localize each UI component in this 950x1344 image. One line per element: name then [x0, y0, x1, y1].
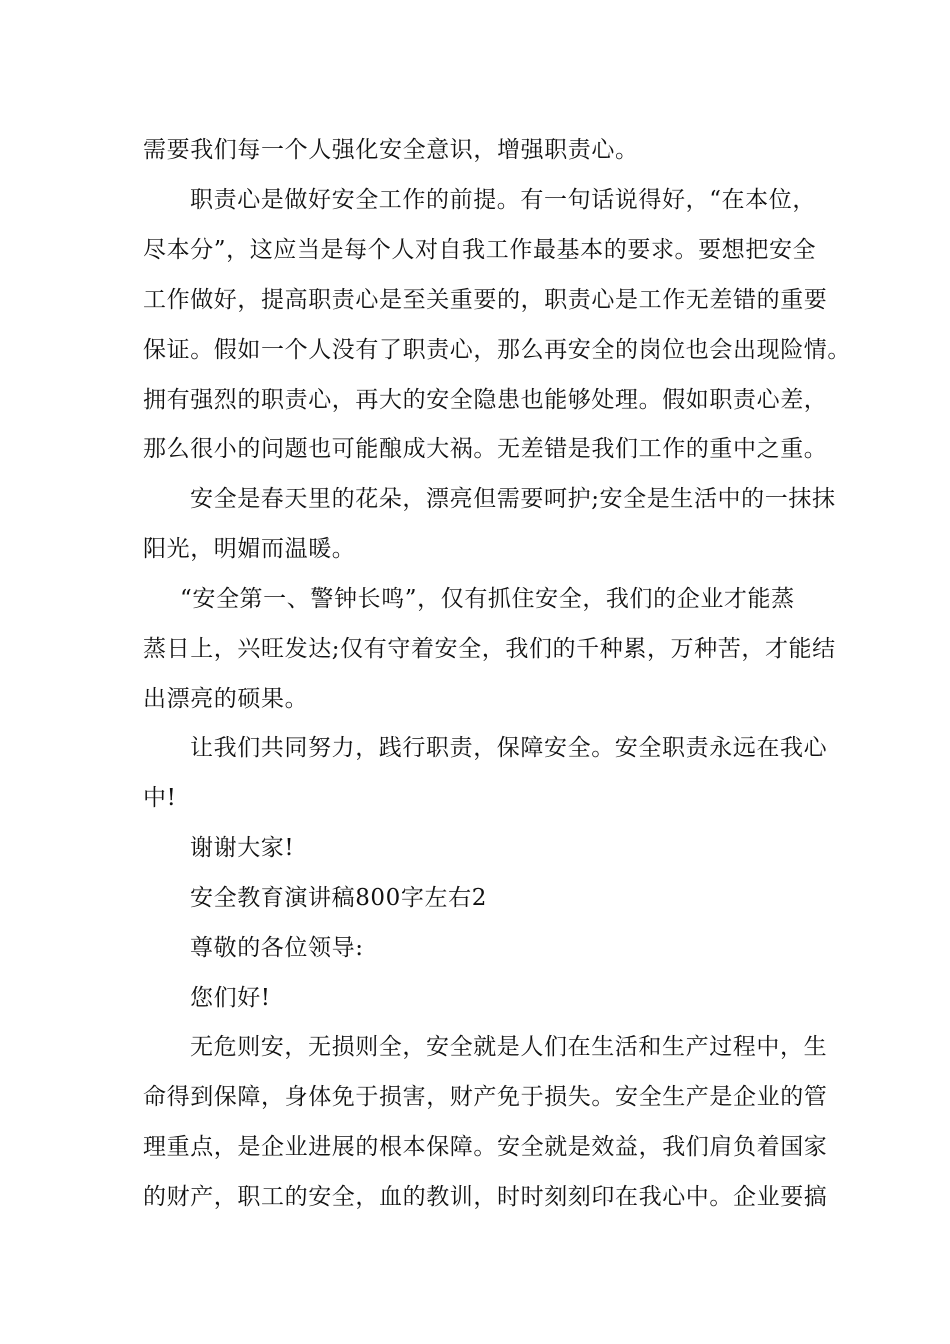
greeting: 您们好!: [190, 985, 271, 1011]
text-line: “安全第一、警钟长鸣”，仅有抓住安全，我们的企业才能蒸: [180, 586, 795, 612]
text-line: 谢谢大家!: [190, 835, 295, 861]
text-line: 工作做好，提高职责心是至关重要的，职责心是工作无差错的重要: [143, 287, 828, 313]
text-line: 无危则安，无损则全，安全就是人们在生活和生产过程中，生: [190, 1034, 828, 1060]
text-line: 蒸日上，兴旺发达;仅有守着安全，我们的千种累，万种苦，才能结: [143, 636, 836, 662]
text-line: 让我们共同努力，践行职责，保障安全。安全职责永远在我心: [190, 735, 828, 761]
salutation: 尊敬的各位领导:: [190, 935, 364, 961]
text-line: 中!: [143, 785, 177, 811]
text-line: 理重点，是企业进展的根本保障。安全就是效益，我们肩负着国家: [143, 1134, 828, 1160]
text-line: 职责心是做好安全工作的前提。有一句话说得好，“在本位，: [190, 187, 816, 213]
text-line: 的财产，职工的安全，血的教训，时时刻刻印在我心中。企业要搞: [143, 1184, 828, 1210]
text-line: 出漂亮的硕果。: [143, 686, 309, 712]
text-line: 保证。假如一个人没有了职责心，那么再安全的岗位也会出现险情。: [143, 337, 851, 363]
text-line: 阳光，明媚而温暖。: [143, 536, 356, 562]
text-line: 命得到保障，身体免于损害，财产免于损失。安全生产是企业的管: [143, 1084, 828, 1110]
text-line: 安全是春天里的花朵，漂亮但需要呵护;安全是生活中的一抹抹: [190, 486, 836, 512]
text-line: 尽本分”，这应当是每个人对自我工作最基本的要求。要想把安全: [143, 237, 817, 263]
section-heading: 安全教育演讲稿800字左右2: [190, 885, 487, 911]
text-line: 需要我们每一个人强化安全意识，增强职责心。: [143, 137, 639, 163]
text-line: 拥有强烈的职责心，再大的安全隐患也能够处理。假如职责心差，: [143, 387, 828, 413]
text-line: 那么很小的问题也可能酿成大祸。无差错是我们工作的重中之重。: [143, 436, 828, 462]
